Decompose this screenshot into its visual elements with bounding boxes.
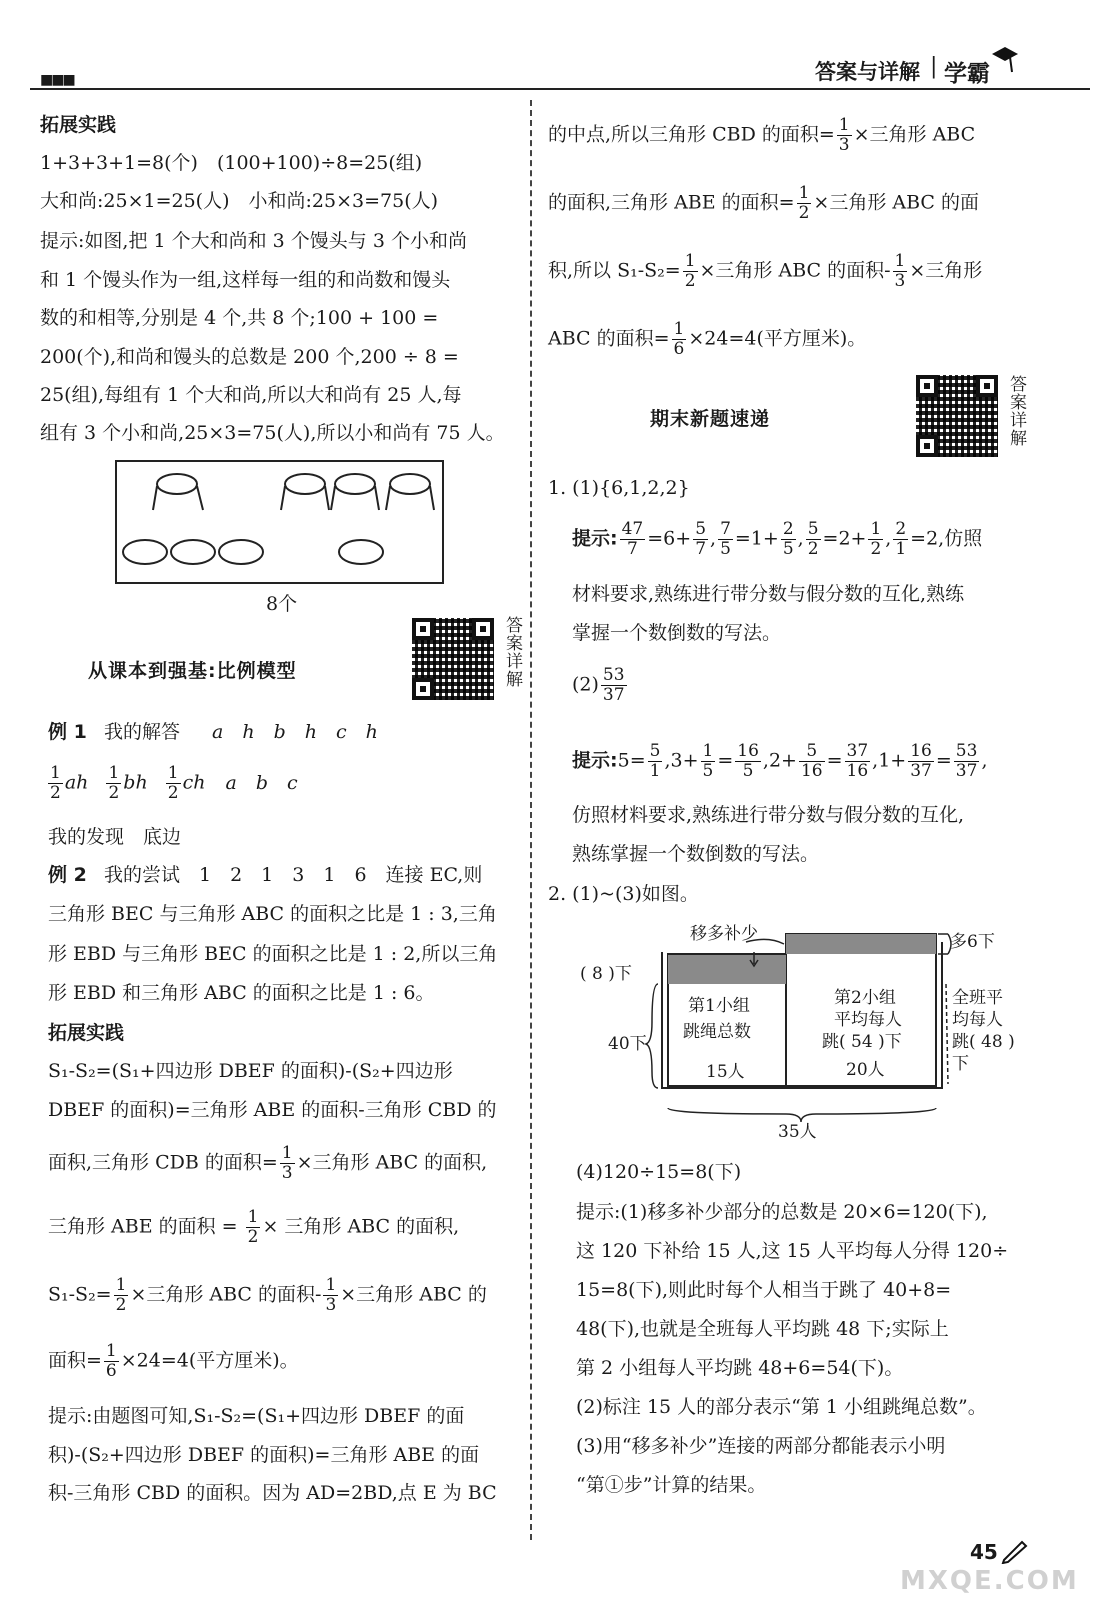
section-title-extend-2: 拓展实践 <box>48 1022 125 1044</box>
left-line-2: 大和尚:25×1=25(人) 小和尚:25×3=75(人) <box>40 190 439 212</box>
q1-part2-line-3: 熟练掌握一个数倒数的写法。 <box>572 843 820 865</box>
right-line-4: ABC 的面积= $\frac{1}{6}$ ×24=4(平方厘米)。 <box>548 319 867 359</box>
example-2-line-2: 三角形 BEC 与三角形 ABC 的面积之比是 1 : 3,三角 <box>48 903 497 925</box>
left-line-4: 和 1 个馒头作为一组,这样每一组的和尚数和馒头 <box>40 269 451 291</box>
proof-line-4: 三角形 ABE 的面积 = $\frac{1}{2}$ × 三角形 ABC 的面积, <box>48 1207 460 1247</box>
q1-answer: 1. (1){6,1,2,2} <box>548 477 690 499</box>
right-line-1: 的中点,所以三角形 CBD 的面积= $\frac{1}{3}$ ×三角形 ABC <box>548 115 976 155</box>
example-1-finding: 我的发现 底边 <box>48 826 182 848</box>
qr-label-2: 答案详解 <box>1006 375 1026 447</box>
fig-35-label: 35人 <box>778 1122 817 1142</box>
header-brand: 学霸 <box>944 61 990 87</box>
fig-forty-label: 40下 <box>608 1034 647 1054</box>
example-2-label: 例 2 <box>48 864 87 886</box>
example-1-label: 例 1 <box>48 721 87 743</box>
header-rule <box>30 88 1090 90</box>
fig-extra-label: 多6下 <box>950 932 995 952</box>
right-line-3: 积,所以 S₁-S₂= $\frac{1}{2}$ ×三角形 ABC 的面积- $\frac{1}{3}$ ×三角形 <box>548 251 983 291</box>
q1-line-2: 材料要求,熟练进行带分数与假分数的互化,熟练 <box>572 583 965 605</box>
proof-line-5: S₁-S₂= $\frac{1}{2}$ ×三角形 ABC 的面积- $\frac{1}{3}$ ×三角形 ABC 的 <box>48 1275 487 1315</box>
q2-answer: 2. (1)~(3)如图。 <box>548 883 699 905</box>
section-title-final-new-questions: 期末新题速递 <box>650 408 771 430</box>
q1-part2-answer: (2) $\frac{53}{37}$ <box>572 665 625 705</box>
section-title-extend-1: 拓展实践 <box>40 114 117 136</box>
column-divider <box>530 100 532 1540</box>
example-2-line-3: 形 EBD 与三角形 BEC 的面积之比是 1 : 2,所以三角 <box>48 943 498 965</box>
q1-part2-hint: 提示:5= $\frac{5}{1}$ ,3+ $\frac{1}{5}$ = $\frac{16}{5}$ ,2+ $\frac{5}{16}$ = $\frac{37}{16}$ ,1+ $\frac{16}{37}$ = $\frac{53}{37}$ , <box>572 741 988 781</box>
left-line-7: 25(组),每组有 1 个大和尚,所以大和尚有 25 人,每 <box>40 384 462 406</box>
proof-line-3: 面积,三角形 CDB 的面积= $\frac{1}{3}$ ×三角形 ABC 的面积, <box>48 1143 488 1183</box>
qr-code-icon <box>412 618 494 700</box>
right-line-2: 的面积,三角形 ABE 的面积= $\frac{1}{2}$ ×三角形 ABC 的面 <box>548 183 979 223</box>
fig-group2-b: 平均每人 <box>834 1010 902 1030</box>
monk-grouping-figure <box>115 460 445 585</box>
tip-line-5: 第 2 小组每人平均跳 48+6=54(下)。 <box>576 1357 904 1379</box>
hint-line-2: 积)-(S₂+四边形 DBEF 的面积)=三角形 ABE 的面 <box>48 1444 480 1466</box>
q1-part2-line-2: 仿照材料要求,熟练进行带分数与假分数的互化, <box>572 804 965 826</box>
proof-line-2: DBEF 的面积)=三角形 ABE 的面积-三角形 CBD 的 <box>48 1099 497 1121</box>
q1-line-3: 掌握一个数倒数的写法。 <box>572 622 782 644</box>
fig-avg-d: 下 <box>952 1054 969 1074</box>
hint-line-1: 提示:由题图可知,S₁-S₂=(S₁+四边形 DBEF 的面 <box>48 1405 465 1427</box>
proof-line-6: 面积= $\frac{1}{6}$ ×24=4(平方厘米)。 <box>48 1341 299 1381</box>
fig-15-label: 15人 <box>706 1062 745 1082</box>
hint-line-3: 积-三角形 CBD 的面积。因为 AD=2BD,点 E 为 BC <box>48 1482 497 1504</box>
section-title-ratio-model: 从课本到强基:比例模型 <box>88 660 297 682</box>
left-line-8: 组有 3 个小和尚,25×3=75(人),所以小和尚有 75 人。 <box>40 422 505 444</box>
q2-part4-answer: (4)120÷15=8(下) <box>576 1161 742 1183</box>
tip-line-6: (2)标注 15 人的部分表示“第 1 小组跳绳总数”。 <box>576 1396 987 1418</box>
fig-move-label: 移多补少 <box>690 924 758 944</box>
tip-line-2: 这 120 下补给 15 人,这 15 人平均每人分得 120÷ <box>576 1240 1009 1262</box>
left-line-3: 提示:如图,把 1 个大和尚和 3 个馒头与 3 个小和尚 <box>40 230 467 252</box>
fig-20-label: 20人 <box>846 1060 885 1080</box>
qr-label: 答案详解 <box>502 616 522 688</box>
page-number: 45 <box>970 1540 998 1564</box>
header-separator: | <box>930 54 938 79</box>
fig-group2-c: 跳( 54 )下 <box>822 1032 902 1052</box>
tip-line-1: 提示:(1)移多补少部分的总数是 20×6=120(下), <box>576 1201 988 1223</box>
fig-group1-a: 第1小组 <box>688 996 750 1016</box>
qr-code-icon-2 <box>916 375 998 457</box>
example-1-vars: a h b h c h <box>212 721 378 743</box>
header-logo-blocks: ■■■ <box>40 72 74 88</box>
fig-avg-b: 均每人 <box>952 1010 1003 1030</box>
example-1-areas: $\frac{1}{2}$ ah $\frac{1}{2}$ bh $\frac{1}{2}$ ch a b c <box>50 763 298 803</box>
tip-line-4: 48(下),也就是全班每人平均跳 48 下;实际上 <box>576 1318 949 1340</box>
left-line-1: 1+3+3+1=8(个) (100+100)÷8=25(组) <box>40 152 423 174</box>
fig-avg-c: 跳( 48 ) <box>952 1032 1015 1052</box>
fig-group1-b: 跳绳总数 <box>683 1022 751 1042</box>
watermark: MXQE.COM <box>900 1566 1079 1596</box>
example-2-line-1: 我的尝试 1 2 1 3 1 6 连接 EC,则 <box>104 864 483 886</box>
example-2-line-4: 形 EBD 和三角形 ABC 的面积之比是 1 : 6。 <box>48 982 435 1004</box>
tip-line-8: “第①步”计算的结果。 <box>576 1474 767 1496</box>
fig-avg-a: 全班平 <box>952 988 1003 1008</box>
left-line-6: 200(个),和尚和馒头的总数是 200 个,200 ÷ 8 = <box>40 346 459 368</box>
tip-line-7: (3)用“移多补少”连接的两部分都能表示小明 <box>576 1435 946 1457</box>
q1-hint: 提示: $\frac{47}{7}$ =6+ $\frac{5}{7}$ , $\frac{7}{5}$ =1+ $\frac{2}{5}$ , $\frac{5}{2}$ =2+ $\frac{1}{2}$ , $\frac{2}{1}$ =2,仿照 <box>572 519 983 559</box>
example-1-answer-label: 我的解答 <box>104 721 181 743</box>
proof-line-1: S₁-S₂=(S₁+四边形 DBEF 的面积)-(S₂+四边形 <box>48 1060 453 1082</box>
fig-eight-label: ( 8 )下 <box>580 964 632 984</box>
figure-caption: 8个 <box>266 593 298 615</box>
graduation-cap-icon <box>990 42 1020 82</box>
header-title: 答案与详解 <box>815 60 920 84</box>
left-line-5: 数的和相等,分别是 4 个,共 8 个;100 + 100 = <box>40 307 439 329</box>
fig-group2-a: 第2小组 <box>834 988 896 1008</box>
tip-line-3: 15=8(下),则此时每个人相当于跳了 40+8= <box>576 1279 952 1301</box>
pencil-icon <box>1000 1538 1030 1564</box>
